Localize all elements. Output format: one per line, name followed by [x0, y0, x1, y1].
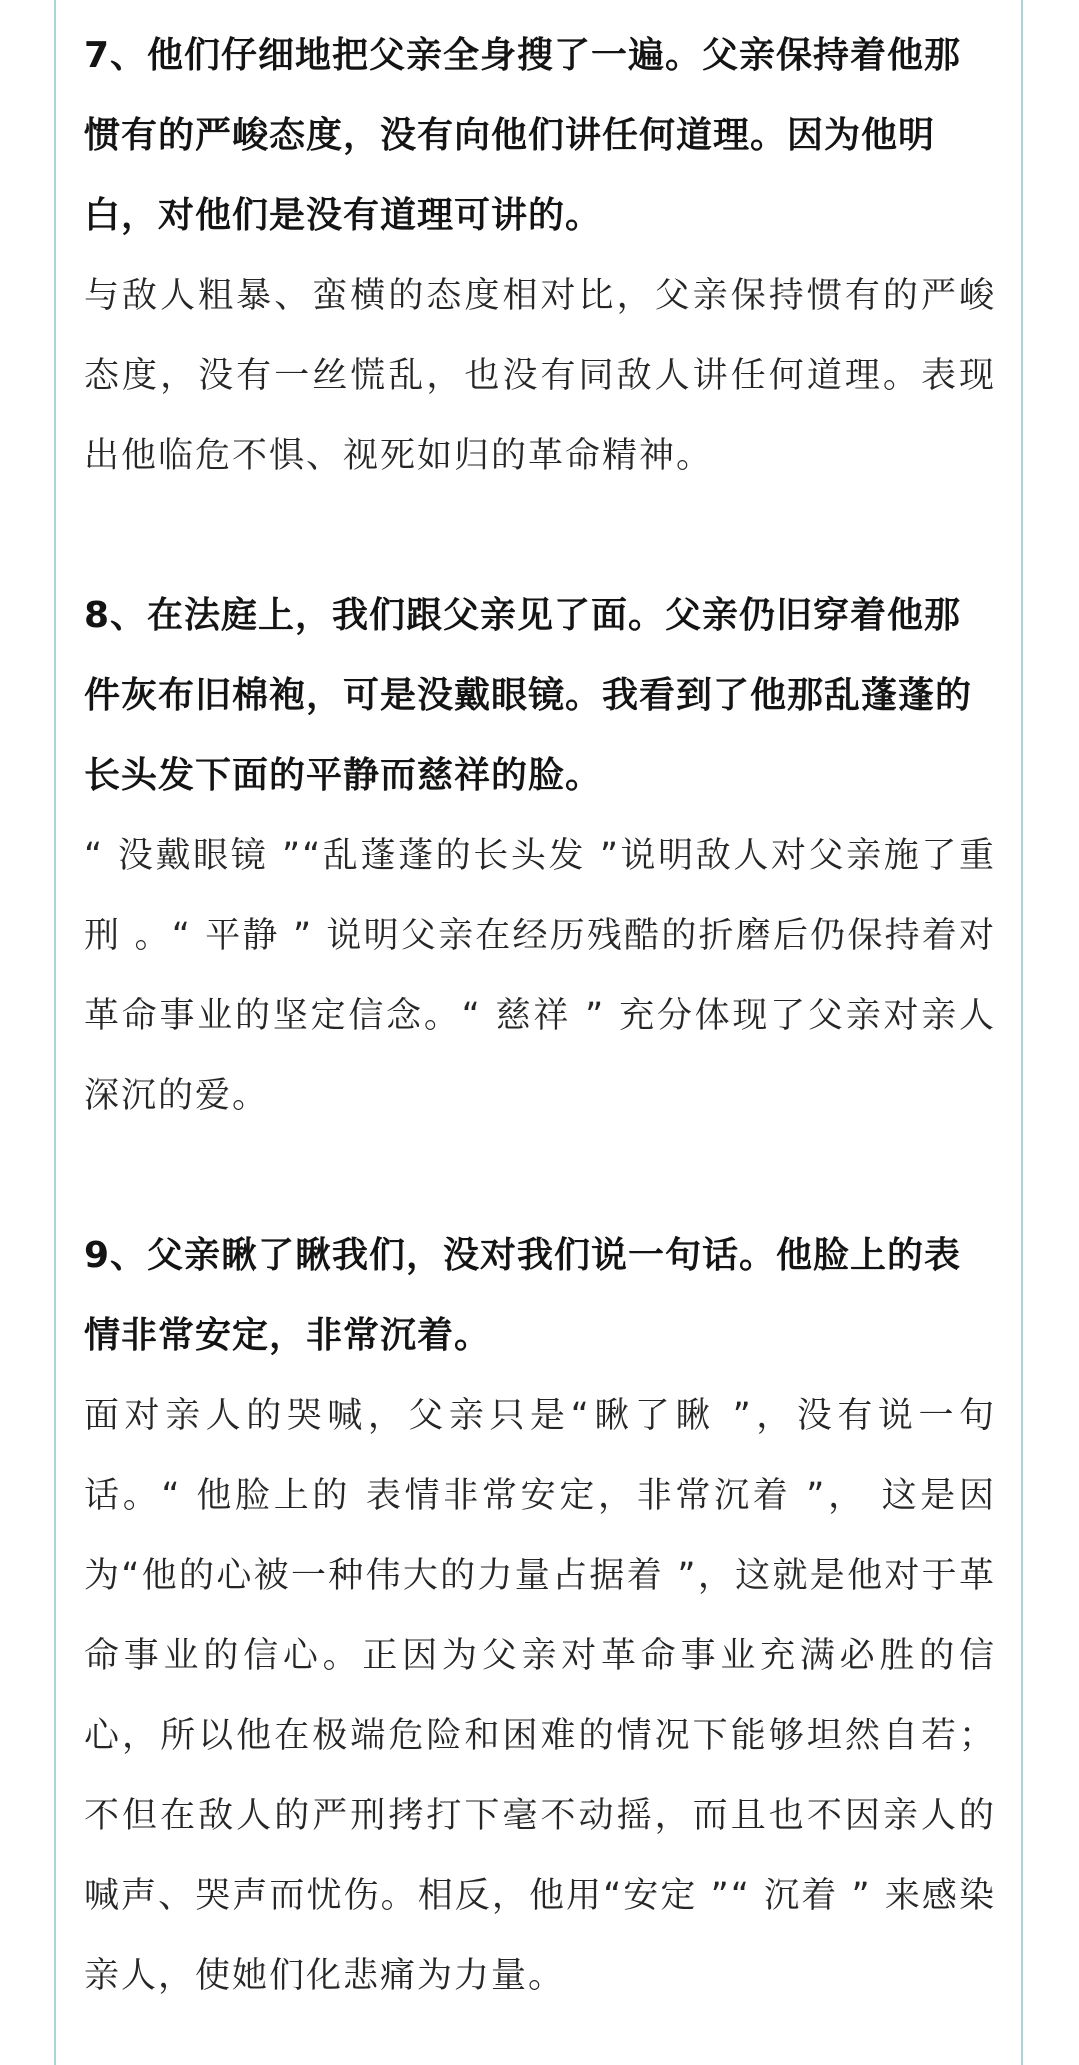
answer-text: “ 没戴眼镜 ”“乱蓬蓬的长头发 ”说明敌人对父亲施了重刑 。“ 平静 ” 说明父亲在经历残酷的折磨后仍保持着对革命事业的坚定信念。“ 慈祥 ” 充分体现了父亲对亲人深沉的爱。: [84, 836, 996, 1116]
right-border-line: [1021, 0, 1023, 2065]
article-content: [84, 16, 996, 2016]
question-text: 9、父亲瞅了瞅我们，没对我们说一句话。他脸上的表情非常安定，非常沉着。: [84, 1235, 962, 1356]
left-border-line: [54, 0, 56, 2065]
section-9: [84, 1216, 996, 2016]
answer-text: 面对亲人的哭喊，父亲只是“瞅了瞅 ”，没有说一句话。“ 他脸上的 表情非常安定，非常沉着 ”， 这是因为“他的心被一种伟大的力量占据着 ”，这就是他对于革命事业的信心。正因为父亲对革命事业充满必胜的信心，所以他在极端危险和困难的情况下能够坦然自若；不但在敌人的严刑拷打下毫不动摇，而且也不因亲人的喊声、哭声而忧伤。相反，他用“安定 ”“ 沉着 ” 来感染亲人，使她们化悲痛为力量。: [84, 1396, 996, 1996]
section-8: [84, 576, 996, 1136]
question-text: 7、他们仔细地把父亲全身搜了一遍。父亲保持着他那惯有的严峻态度，没有向他们讲任何道理。因为他明白，对他们是没有道理可讲的。: [84, 35, 962, 236]
section-7: [84, 16, 996, 496]
question-text: 8、在法庭上，我们跟父亲见了面。父亲仍旧穿着他那件灰布旧棉袍，可是没戴眼镜。我看到了他那乱蓬蓬的长头发下面的平静而慈祥的脸。: [84, 595, 973, 796]
answer-text: 与敌人粗暴、蛮横的态度相对比，父亲保持惯有的严峻态度，没有一丝慌乱，也没有同敌人讲任何道理。表现出他临危不惧、视死如归的革命精神。: [84, 276, 996, 476]
